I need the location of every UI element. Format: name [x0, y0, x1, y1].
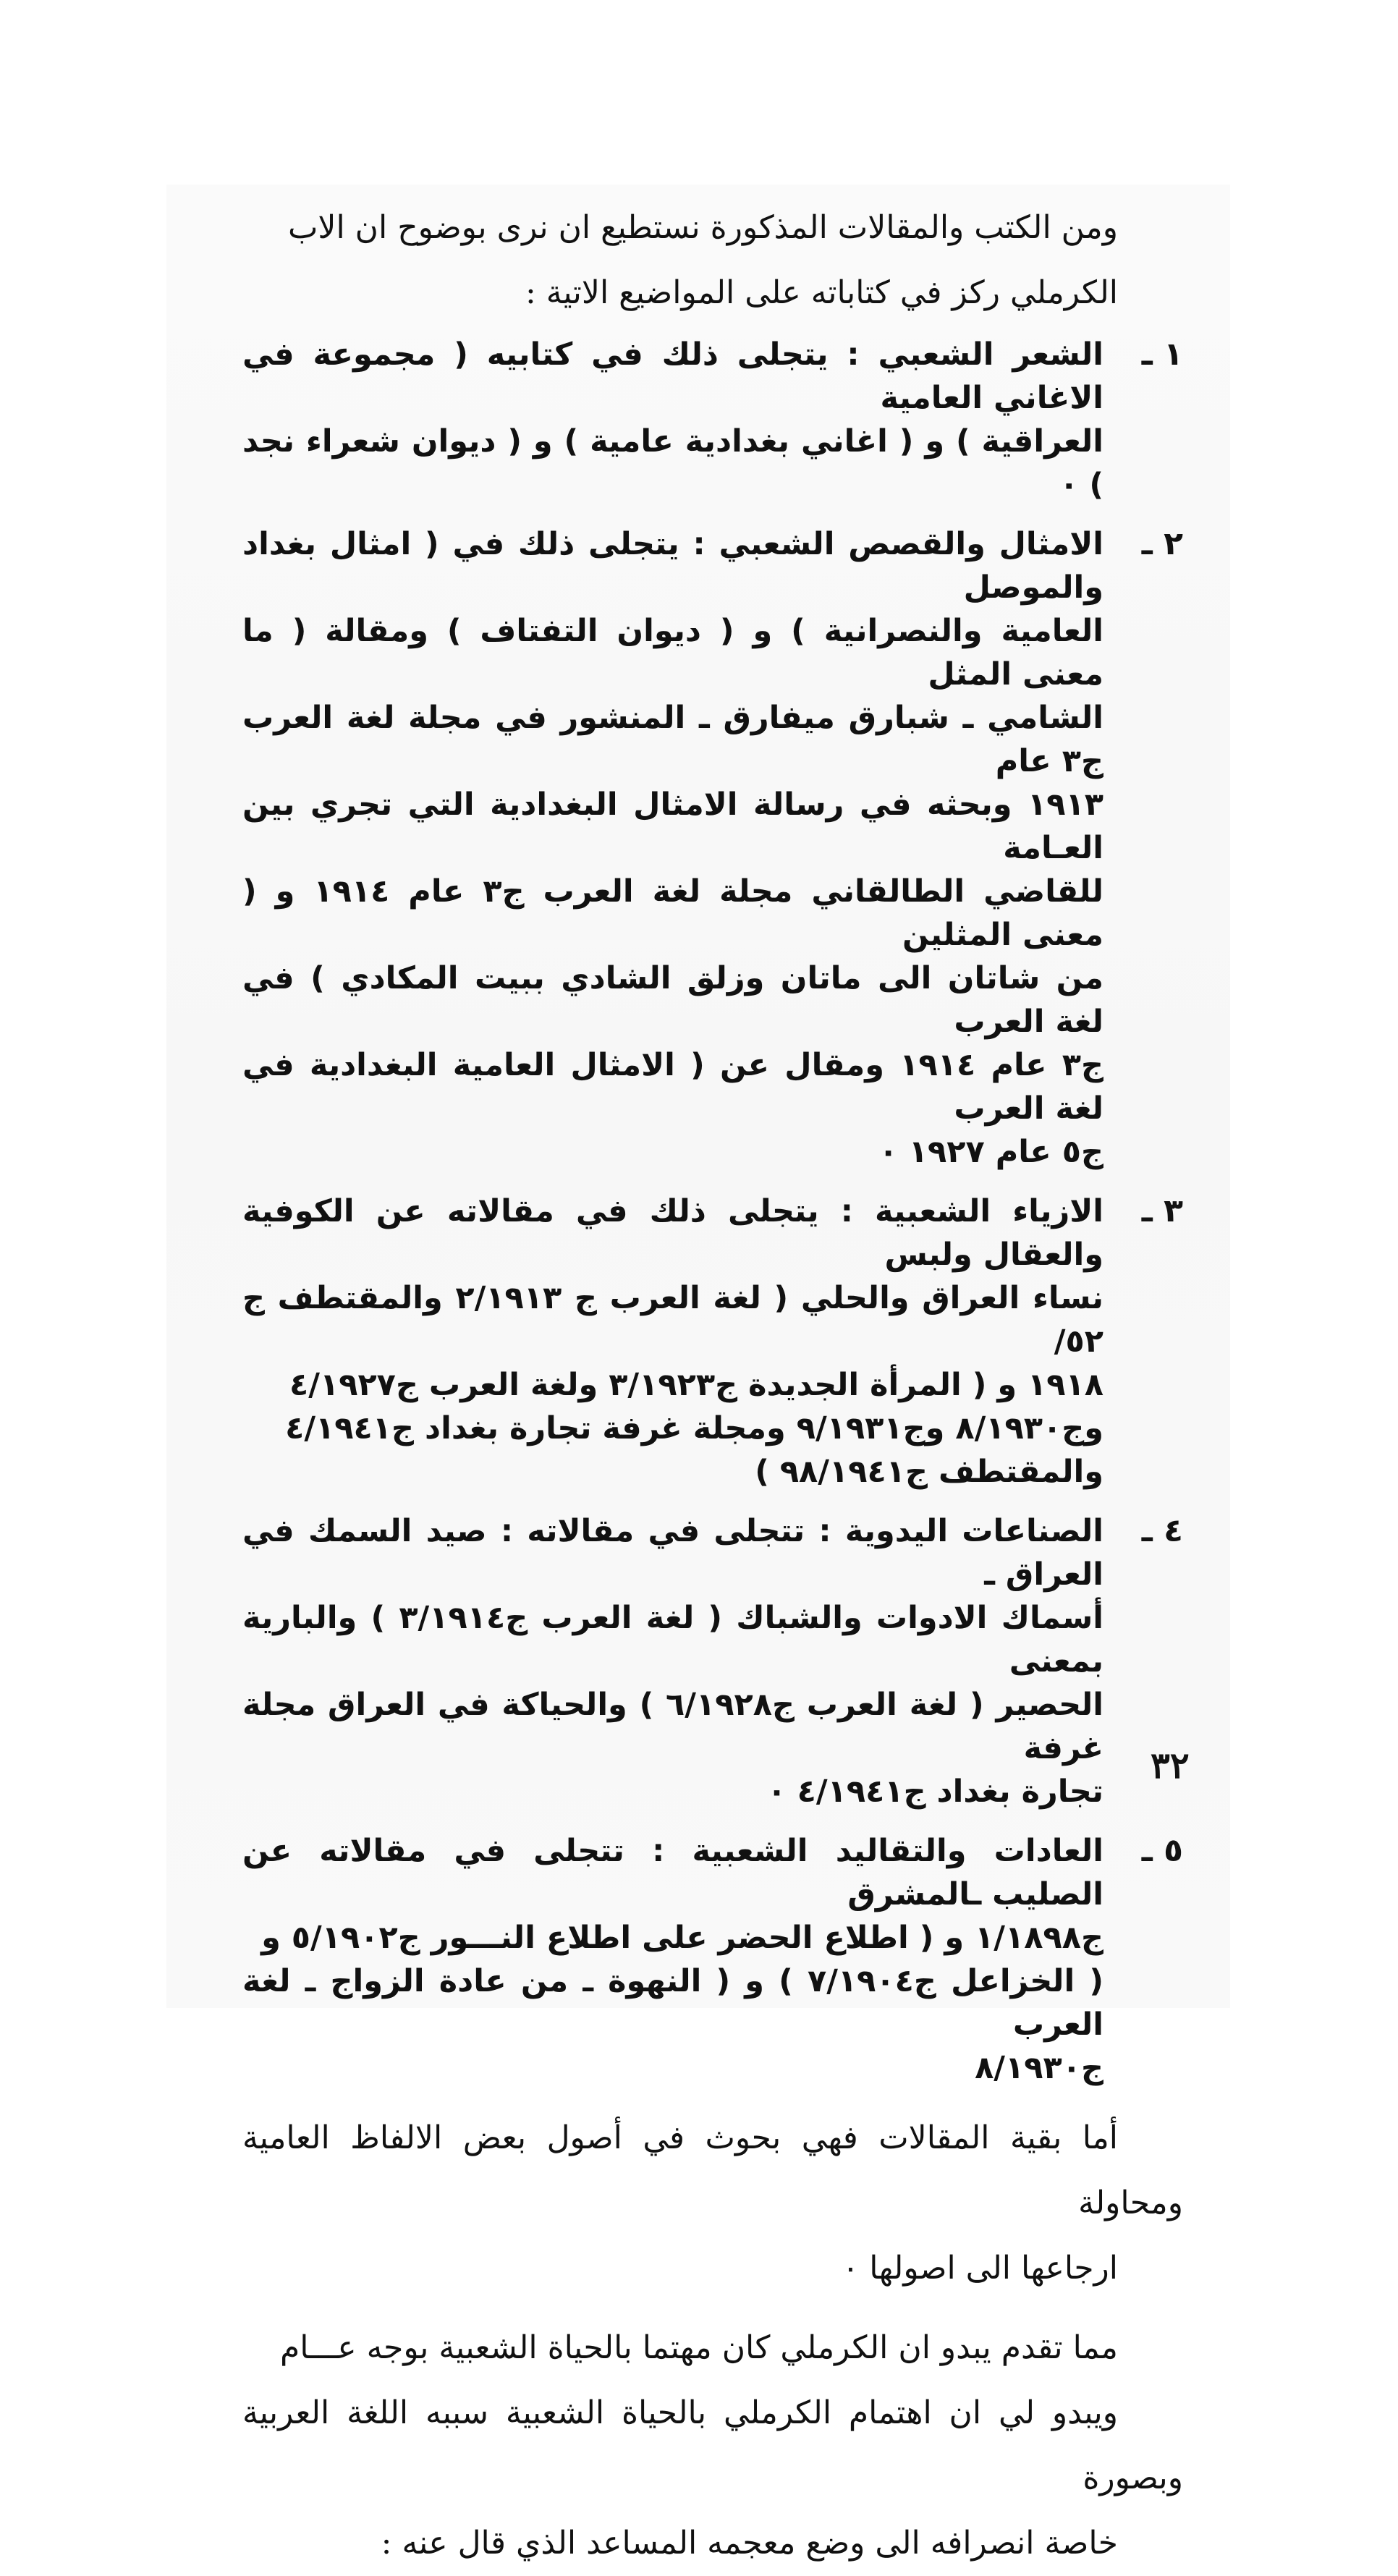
item-body — [242, 333, 1103, 507]
topics-list — [242, 333, 1183, 2090]
closing-paragraph-2 — [242, 2316, 1183, 2576]
paragraph-line: مما تقدم يبدو ان الكرملي كان مهتما بالحياة الشعبية بوجه عـــام — [280, 2329, 1118, 2366]
item-line: أسماك الادوات والشباك ( لغة العرب ج٣/١٩١٤ ) والبارية بمعنى — [242, 1600, 1103, 1679]
item-line: تجارة بغداد ج٤/١٩٤١ ٠ — [767, 1774, 1103, 1810]
item-line: العامية والنصرانية ) و ( ديوان التفتاف ) ومقالة ( ما معنى المثل — [242, 613, 1103, 692]
item-line: الازياء الشعبية : يتجلى ذلك في مقالاته عن الكوفية والعقال ولبس — [242, 1193, 1103, 1273]
paragraph-line: خاصة انصرافه الى وضع معجمه المساعد الذي قال عنه : — [381, 2525, 1118, 2562]
item-line: من شاتان الى ماتان وزلق الشادي ببيت المكادي ) في لغة العرب — [242, 960, 1103, 1040]
paragraph-line: ارجاعها الى اصولها ٠ — [842, 2250, 1118, 2287]
item-line: الشامي ـ شبارق ميفارق ـ المنشور في مجلة لغة العرب ج٣ عام — [242, 700, 1103, 779]
item-line: الصناعات اليدوية : تتجلى في مقالاته : صيد السمك في العراق ـ — [242, 1513, 1103, 1593]
item-number: ١ ـ — [1141, 336, 1183, 373]
item-line: ج٥ عام ١٩٢٧ ٠ — [878, 1134, 1103, 1170]
item-line: نساء العراق والحلي ( لغة العرب ج ٢/١٩١٣ والمقتطف ج ٥٢/ — [242, 1280, 1103, 1360]
closing-paragraph-1 — [242, 2106, 1183, 2301]
intro-paragraph — [242, 195, 1183, 326]
paragraph-line: أما بقية المقالات فهي بحوث في أصول بعض الالفاظ العامية ومحاولة — [242, 2119, 1183, 2221]
item-line: وج٨/١٩٣٠ وج٩/١٩٣١ ومجلة غرفة تجارة بغداد ج٤/١٩٤١ — [285, 1410, 1103, 1446]
item-number: ٢ ـ — [1141, 525, 1183, 562]
item-line: للقاضي الطالقاني مجلة لغة العرب ج٣ عام ١٩١٤ و ( معنى المثلين — [242, 873, 1103, 953]
item-body — [242, 1509, 1103, 1813]
item-number: ٣ ـ — [1141, 1192, 1183, 1229]
item-line: ج٣ عام ١٩١٤ ومقال عن ( الامثال العامية البغدادية في لغة العرب — [242, 1047, 1103, 1127]
item-number: ٤ ـ — [1141, 1512, 1183, 1549]
item-line: ١٩١٨ و ( المرأة الجديدة ج٣/١٩٢٣ ولغة العرب ج٤/١٩٢٧ — [289, 1367, 1103, 1403]
list-item — [242, 522, 1183, 1174]
item-line: الامثال والقصص الشعبي : يتجلى ذلك في ( امثال بغداد والموصل — [242, 526, 1103, 606]
intro-line: الكرملي ركز في كتاباته على المواضيع الاتية : — [525, 274, 1118, 311]
item-line: الحصير ( لغة العرب ج٦/١٩٢٨ ) والحياكة في العراق مجلة غرفة — [242, 1687, 1103, 1766]
item-line: والمقتطف ج٩٨/١٩٤١ ) — [755, 1454, 1103, 1490]
list-item — [242, 1829, 1183, 2090]
item-line: ج٨/١٩٣٠ — [975, 2050, 1103, 2086]
page-number: ٣٢ — [1151, 1744, 1190, 1787]
list-item — [242, 333, 1183, 507]
item-line: ( الخزاعل ج٧/١٩٠٤ ) و ( النهوة ـ من عادة الزواج ـ لغة العرب — [242, 1963, 1103, 2043]
item-body — [242, 522, 1103, 1174]
document-page — [242, 195, 1183, 2576]
item-body — [242, 1190, 1103, 1494]
paragraph-gap — [242, 2301, 1183, 2316]
list-item — [242, 1190, 1183, 1494]
item-line: الشعر الشعبي : يتجلى ذلك في كتابيه ( مجموعة في الاغاني العامية — [242, 336, 1103, 416]
list-item — [242, 1509, 1183, 1813]
intro-line: ومن الكتب والمقالات المذكورة نستطيع ان نرى بوضوح ان الاب — [287, 209, 1118, 246]
item-number: ٥ ـ — [1141, 1832, 1183, 1869]
item-line: ١٩١٣ وبحثه في رسالة الامثال البغدادية التي تجري بين العـامة — [242, 787, 1103, 866]
item-line: العادات والتقاليد الشعبية : تتجلى في مقالاته عن الصليب ـالمشرق — [242, 1833, 1103, 1912]
paragraph-line: ويبدو لي ان اهتمام الكرملي بالحياة الشعبية سببه اللغة العربية وبصورة — [242, 2394, 1183, 2496]
item-line: العراقية ) و ( اغاني بغدادية عامية ) و ( ديوان شعراء نجد ) ٠ — [242, 423, 1103, 503]
item-body — [242, 1829, 1103, 2090]
item-line: ج١/١٨٩٨ و ( اطلاع الحضر على اطلاع النـــور ج٥/١٩٠٢ و — [261, 1920, 1103, 1956]
